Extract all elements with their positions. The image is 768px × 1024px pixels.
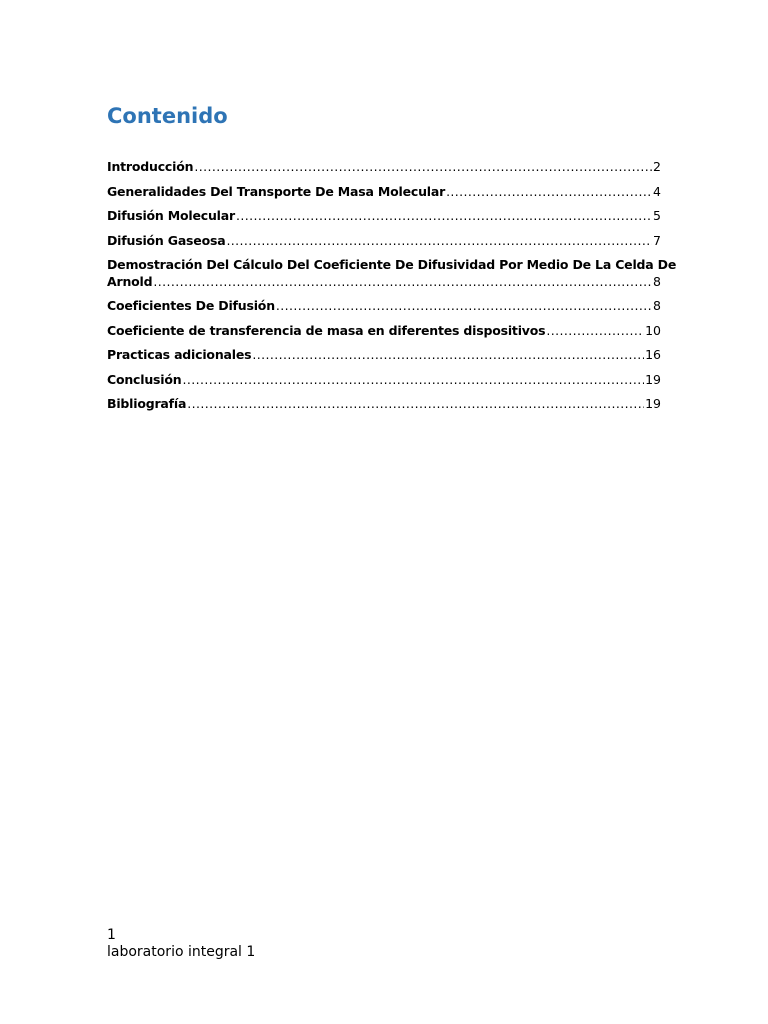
footer-text: laboratorio integral 1	[107, 944, 256, 960]
toc-entry-coeficientes-difusion[interactable]	[107, 297, 661, 322]
footer-page-number: 1	[107, 927, 116, 943]
toc-entry-bibliografia[interactable]	[107, 395, 661, 420]
toc-entry-page: 19	[645, 396, 661, 411]
toc-entry-continuation	[107, 273, 661, 290]
toc-entry-label-continued: Arnold	[107, 274, 153, 289]
toc-entry-difusion-gaseosa[interactable]	[107, 232, 661, 257]
toc-entry-generalidades[interactable]	[107, 183, 661, 208]
toc-entry-page: 4	[653, 183, 661, 199]
toc-entry-label: Conclusión	[107, 371, 182, 387]
toc-dot-leader	[226, 232, 652, 249]
toc-entry-page: 16	[645, 347, 661, 362]
toc-entry-page: 2	[653, 159, 661, 174]
page-footer	[107, 927, 255, 961]
toc-dot-leader	[194, 158, 652, 175]
toc-entry-practicas-adicionales[interactable]	[107, 346, 661, 371]
toc-entry-coeficiente-transferencia[interactable]	[107, 322, 661, 347]
toc-entry-label: Difusión Molecular	[107, 208, 235, 223]
toc-dot-leader	[546, 322, 644, 339]
toc-entry-label: Demostración Del Cálculo Del Coeficiente De Difusividad Por Medio De La Celda De	[107, 257, 677, 272]
table-of-contents	[107, 158, 677, 420]
toc-entry-label: Practicas adicionales	[107, 347, 252, 362]
toc-entry-difusion-molecular[interactable]	[107, 207, 661, 232]
toc-entry-label: Difusión Gaseosa	[107, 232, 226, 248]
toc-entry-label: Coeficientes De Difusión	[107, 298, 275, 313]
toc-entry-page: 5	[653, 208, 661, 223]
toc-entry-page: 10	[645, 322, 661, 338]
toc-entry-label: Coeficiente de transferencia de masa en diferentes dispositivos	[107, 322, 546, 338]
toc-entry-demostracion[interactable]	[107, 256, 677, 297]
toc-title: Contenido	[107, 104, 228, 128]
toc-entry-introduccion[interactable]	[107, 158, 661, 183]
toc-dot-leader	[446, 183, 652, 200]
toc-entry-page: 7	[653, 232, 661, 248]
toc-entry-page: 19	[645, 371, 661, 387]
toc-dot-leader	[236, 207, 652, 224]
toc-entry-conclusion[interactable]	[107, 371, 661, 396]
toc-dot-leader	[182, 371, 644, 388]
toc-dot-leader	[252, 346, 644, 363]
toc-entry-label: Bibliografía	[107, 396, 187, 411]
toc-entry-page: 8	[653, 298, 661, 313]
toc-dot-leader	[276, 297, 652, 314]
toc-entry-label: Introducción	[107, 159, 194, 174]
toc-dot-leader	[153, 273, 652, 290]
toc-entry-label: Generalidades Del Transporte De Masa Molecular	[107, 183, 446, 199]
toc-entry-page: 8	[653, 274, 661, 289]
toc-dot-leader	[187, 395, 644, 412]
